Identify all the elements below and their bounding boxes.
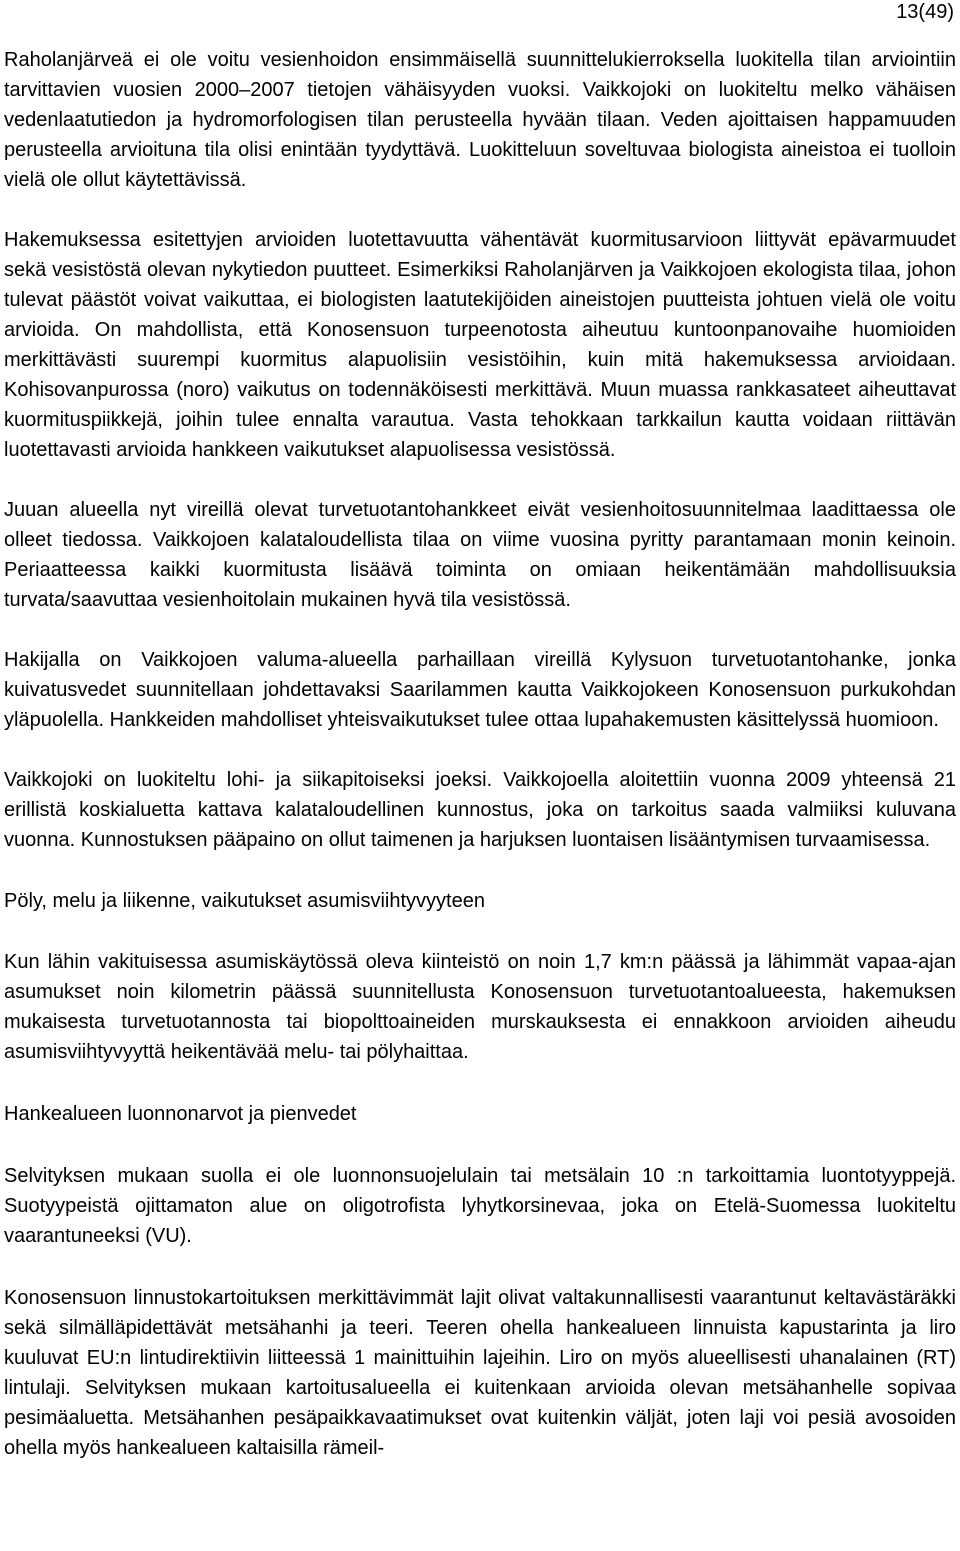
paragraph-water-status: Raholanjärveä ei ole voitu vesienhoidon ensimmäisellä suunnittelukierroksella luokitella tilan arviointiin tarvittavien vuosien 2000–2007 tietojen vähäisyyden vuoksi. Vaikkojoki on luokiteltu melko vähäisen vedenlaatutiedon ja hydromorfologisen tilan perusteella hyvään tilaan. Veden ajoittaisen happamuuden perusteella arvioituna tila olisi enintään tyydyttävä. Luokitteluun soveltuvaa biologista aineistoa ei tuolloin vielä ole ollut käytettävissä. [4, 49, 956, 191]
paragraph-assessment-uncertainty: Hakemuksessa esitettyjen arvioiden luotettavuutta vähentävät kuormitusarvioon liittyvät epävarmuudet sekä vesistöstä olevan nykytiedon puutteet. Esimerkiksi Raholanjärven ja Vaikkojoen ekologista tilaa, johon tulevat päästöt voivat vaikuttaa, ei biologisten laatutekijöiden aineistojen puutteista johtuen vielä ole voitu arvioida. On mahdollista, että Konosensuon turpeenotosta aiheutuu kuntoonpanovaihe huomioiden merkittävästi suurempi kuormitus alapuolisiin vesistöihin, kuin mitä hakemuksessa arvioidaan. Kohisovanpurossa (noro) vaikutus on todennäköisesti merkittävä. Muun muassa rankkasateet aiheuttavat kuormituspiikkejä, joihin tulee ennalta varautua. Vasta tehokkaan tarkkailun kautta voidaan riittävän luotettavasti arvioida hankkeen vaikutukset alapuolisessa vesistössä. [4, 229, 956, 461]
paragraph-habitat-types: Selvityksen mukaan suolla ei ole luonnonsuojelulain tai metsälain 10 :n tarkoittamia luontotyyppejä. Suotyypeistä ojittamaton alue on oligotrofista lyhytkorsinevaa, joka on Etelä-Suomessa luokiteltu vaarantuneeksi (VU). [4, 1165, 956, 1247]
paragraph-juuan-projects: Juuan alueella nyt vireillä olevat turvetuotantohankkeet eivät vesienhoitosuunnitelmaa laadittaessa ole olleet tiedossa. Vaikkojoen kalataloudellista tilaa on viime vuosina pyritty parantamaan monin keinoin. Periaatteessa kaikki kuormitusta lisäävä toiminta on omiaan heikentämään mahdollisuuksia turvata/saavuttaa vesienhoitolain mukainen hyvä tila vesistössä. [4, 499, 956, 611]
page-number: 13(49) [896, 1, 954, 23]
paragraph-residential-impact: Kun lähin vakituisessa asumiskäytössä oleva kiinteistö on noin 1,7 km:n päässä ja lähimmät vapaa-ajan asumukset noin kilometrin päässä suunnitellusta Konosensuon turvetuotantoalueesta, hakemuksen mukaisesta turvetuotannosta tai biopolttoaineiden murskauksesta ei ennakkoon arvioiden aiheudu asumisviihtyvyyttä heikentävää melu- tai pölyhaittaa. [4, 951, 956, 1063]
document-body [4, 45, 956, 1463]
section-heading-dust-noise-traffic: Pöly, melu ja liikenne, vaikutukset asumisviihtyvyyteen [4, 890, 485, 912]
paragraph-kylysuo-project: Hakijalla on Vaikkojoen valuma-alueella parhaillaan vireillä Kylysuon turvetuotantohanke, jonka kuivatusvedet suunnitellaan johdettavaksi Saarilammen kautta Vaikkojokeen Konosensuon purkukohdan yläpuolella. Hankkeiden mahdolliset yhteisvaikutukset tulee ottaa lupahakemusten käsittelyssä huomioon. [4, 649, 956, 731]
section-heading-nature-values: Hankealueen luonnonarvot ja pienvedet [4, 1103, 357, 1125]
paragraph-vaikkojoki-restoration: Vaikkojoki on luokiteltu lohi- ja siikapitoiseksi joeksi. Vaikkojoella aloitettiin vuonna 2009 yhteensä 21 erillistä koskialuetta kattava kalataloudellinen kunnostus, joka on tarkoitus saada valmiiksi kuluvana vuonna. Kunnostuksen pääpaino on ollut taimenen ja harjuksen luontaisen lisääntymisen turvaamisessa. [4, 769, 956, 851]
paragraph-bird-survey: Konosensuon linnustokartoituksen merkittävimmät lajit olivat valtakunnallisesti vaarantunut keltavästäräkki sekä silmälläpidettävät metsähanhi ja teeri. Teeren ohella hankealueen linnuista kapustarinta ja liro kuuluvat EU:n lintudirektiivin liitteessä 1 mainittuihin lajeihin. Liro on myös alueellisesti uhanalainen (RT) lintulaji. Selvityksen mukaan kartoitusalueella ei kuitenkaan arvioida olevan metsähanhelle sopivaa pesimäaluetta. Metsähanhen pesäpaikkavaatimukset ovat kuitenkin väljät, joten laji voi pesiä avosoiden ohella myös hankealueen kaltaisilla rämeil- [4, 1287, 956, 1459]
